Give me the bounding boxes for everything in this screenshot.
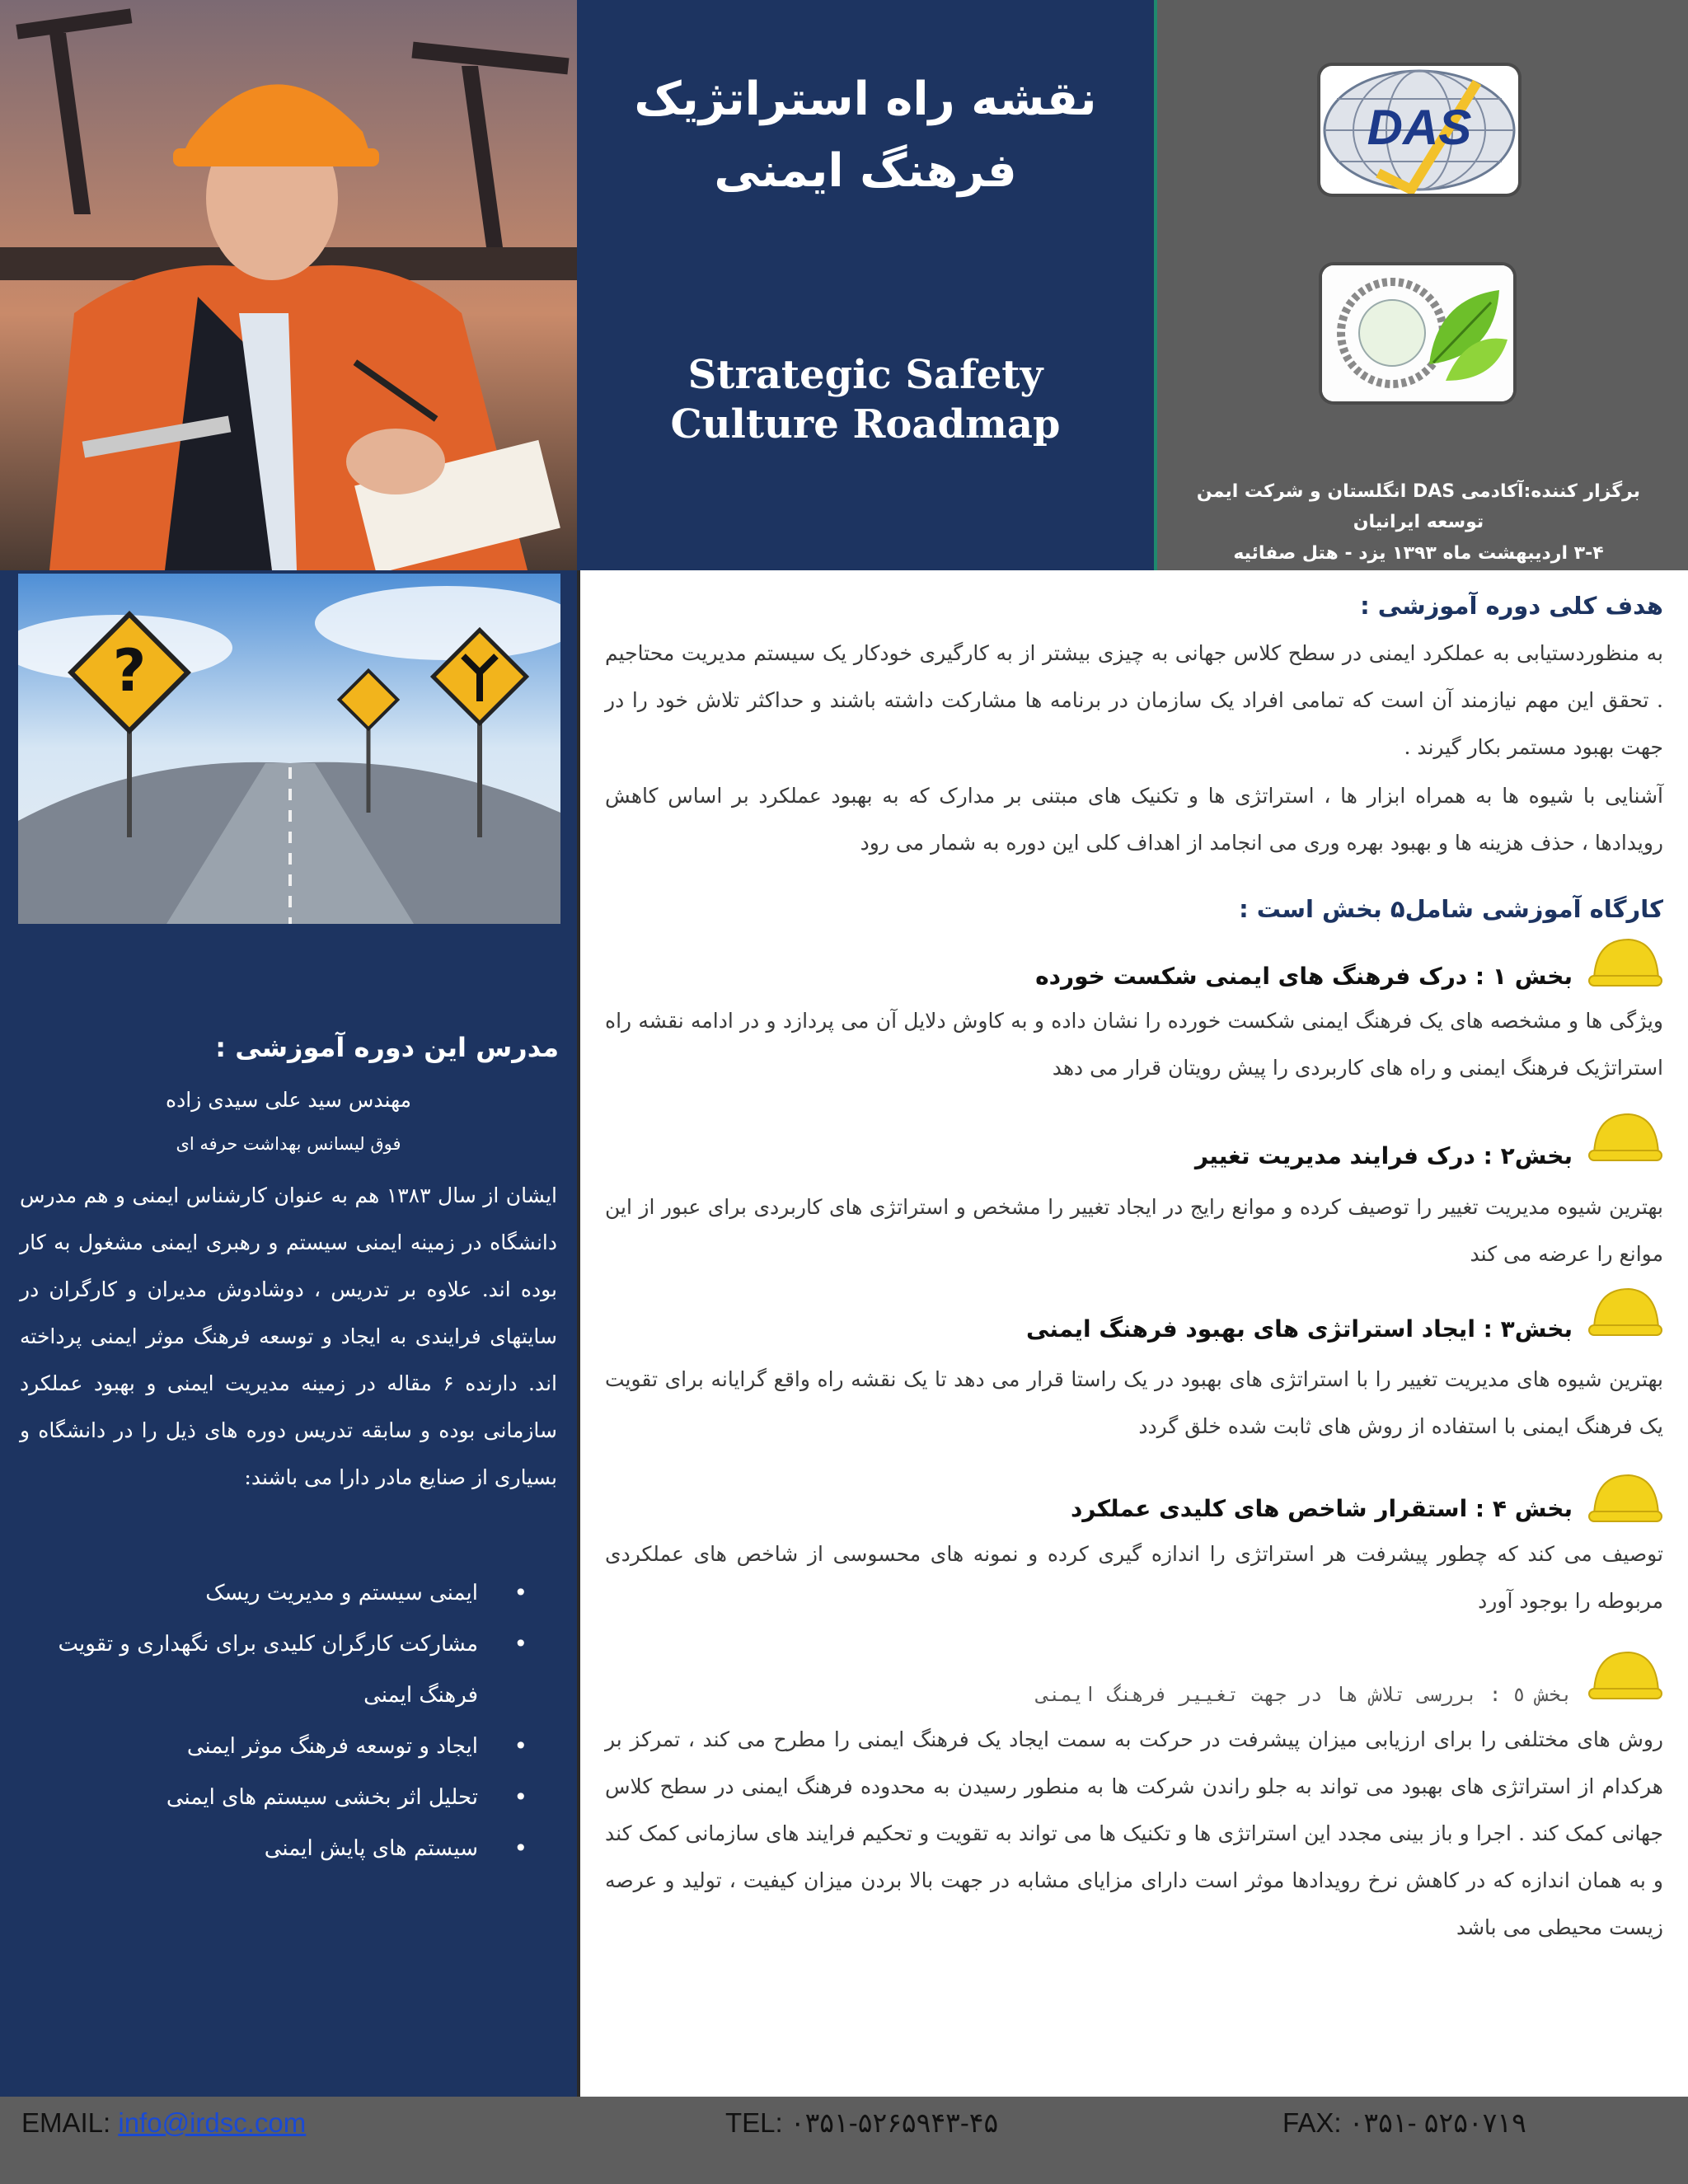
helmet-icon [1587, 1646, 1663, 1705]
instructor-bio: ایشان از سال ۱۳۸۳ هم به عنوان کارشناس ایمنی و هم مدرس دانشگاه در زمینه ایمنی سیستم و رهبری ایمنی مشغول به کار بوده اند. علاوه بر تدریس ، دوشادوش مدیران و کارگران در سایتهای فرایندی به ایجاد و توسعه فرهنگ موثر ایمنی پرداخته اند. دارنده ۶ مقاله در زمینه مدیریت ایمنی و بهبود عملکرد سازمانی بوده و سابقه تدریس دوره های ذیل را در دانشگاه و بسیاری از صنایع مادر دارا می باشند: [20, 1183, 557, 1489]
workshop-heading: کارگاه آموزشی شامل۵ بخش است : [1239, 895, 1663, 923]
course-title-en: Strategic Safety Culture Roadmap [670, 352, 1061, 448]
globe-icon [1320, 66, 1518, 194]
instructor-column [0, 570, 577, 2097]
section-5-body: روش های مختلفی را برای ارزیابی میزان پیشرفت در حرکت به سمت ایجاد یک فرهنگ ایمنی را مطرح می کند ، تمرکز بر هرکدام از استراتژی های بهبود می تواند به جلو راندن شرکت ها به منطور رسیدن به محدوده فرهنگ ایمنی در سطح کلاس جهانی کمک کند . اجرا و باز بینی مجدد این استراتژی ها و تکنیک ها می تواند به تقویت و تحکیم فرایند های سازمانی کمک کند و به همان اندازه که در کاهش نرخ رویدادها موثر است دارای مزایای مشابه در جهت بالا بردن میزان کیفیت ، تولید و عرصه زیست محیطی می باشد [605, 1727, 1663, 1939]
section-2-body: بهترین شیوه مدیریت تغییر را توصیف کرده و موانع رایج در ایجاد تغییر را مشخص و استراتژی های کاربردی برای عبور از این موانع را عرضه می کند [605, 1195, 1663, 1266]
email-link[interactable]: info@irdsc.com [118, 2107, 307, 2138]
worker-photo [0, 0, 577, 570]
health-safety-logo [1322, 265, 1513, 401]
logo-panel [1154, 0, 1688, 570]
leaf-icon [1322, 265, 1513, 401]
topics-list [49, 1568, 486, 1874]
section-4-title: بخش ۴ : استقرار شاخص های کلیدی عملکرد [1070, 1495, 1573, 1522]
section-5-title: بخش ٥ : بررسی تلاش ها در جهت تغییر فرهنگ ایمنی [1036, 1683, 1573, 1706]
tel-text: TEL: ۰۳۵۱-۵۲۶۵۹۴۳-۴۵ [725, 2107, 999, 2138]
goal-paragraph-2: آشنایی با شیوه ها به همراه ابزار ها ، استراتژی ها و تکنیک های مبتنی بر مدارک که به بهبود عملکرد بر اساس کاهش رویدادها ، حذف هزینه ها و بهبود بهره وری می انجامد از اهداف کلی این دوره به شمار می رود [605, 784, 1663, 855]
worker-illustration [0, 0, 577, 570]
goal-heading: هدف کلی دوره آموزشی : [1360, 592, 1663, 620]
road-illustration [18, 574, 560, 924]
topic-item: • ایجاد و توسعه فرهنگ موثر ایمنی [49, 1721, 486, 1772]
course-column [577, 570, 1688, 2097]
topic-item: • مشارکت کارگران کلیدی برای نگهداری و تقویت فرهنگ ایمنی [49, 1619, 486, 1721]
instructor-heading: مدرس این دوره آموزشی : [215, 1032, 559, 1063]
course-title-fa: نقشه راه استراتژیک فرهنگ ایمنی [634, 73, 1097, 198]
section-2-title: بخش۲ : درک فرایند مدیریت تغییر [1194, 1142, 1573, 1169]
organizer-info [1165, 476, 1672, 569]
helmet-icon [1587, 1469, 1663, 1528]
topic-item: • سیستم های پایش ایمنی [49, 1823, 486, 1874]
helmet-icon [1587, 1108, 1663, 1167]
instructor-name: مهندس سید علی سیدی زاده [166, 1088, 411, 1112]
email-label: EMAIL: [21, 2107, 119, 2138]
instructor-degree: فوق لیسانس بهداشت حرفه ای [176, 1134, 401, 1154]
svg-text:?: ? [112, 637, 147, 705]
road-signs-photo [18, 574, 560, 924]
section-4-body: توصیف می کند که چطور پیشرفت هر استراتژی را اندازه گیری کرده و نمونه های محسوسی از شاخص های عملکردی مربوطه را بوجود آورد [605, 1542, 1663, 1613]
email-block [21, 2098, 306, 2148]
section-3-body: بهترین شیوه های مدیریت تغییر را با استراتژی های بهبود در یک راستا قرار می دهد تا یک نقشه راه واقع گرایانه برای تقویت یک فرهنگ ایمنی با استفاده از روش های ثابت شده خلق گردد [605, 1367, 1663, 1438]
topic-item: • تحلیل اثر بخشی سیستم های ایمنی [49, 1772, 486, 1823]
das-logo-text: DAS [1367, 100, 1472, 155]
date-location-line: ۳-۴ اردیبهشت ماه ۱۳۹۳ یزد - هتل صفائیه [1233, 542, 1604, 564]
helmet-icon [1587, 933, 1663, 992]
title-panel [577, 0, 1154, 570]
organizer-line: برگزار کننده:آکادمی DAS انگلستان و شرکت ایمن توسعه ایرانیان [1196, 481, 1641, 533]
goal-paragraph-1: به منظوردستیابی به عملکرد ایمنی در سطح کلاس جهانی به چیزی بیشتر از به کارگیری خودکار یک سیستم مدیریت محتاجیم . تحقق این مهم نیازمند آن است که تمامی افراد یک سازمان در برنامه ها مشارکت داشته باشند و حداکثر تلاش خود را در جهت بهبود مستمر بکار گیرند . [605, 641, 1663, 759]
fax-text: FAX: ۰۳۵۱- ۵۲۵۰۷۱۹ [1282, 2107, 1526, 2138]
section-3-title: بخش۳ : ایجاد استراتژی های بهبود فرهنگ ایمنی [1025, 1315, 1573, 1343]
das-logo [1320, 66, 1518, 194]
section-1-body: ویژگی ها و مشخصه های یک فرهنگ ایمنی شکست خورده را نشان داده و به کاوش دلایل آن می پردازد و در ادامه نقشه راه استراتژیک فرهنگ ایمنی و راه های کاربردی را پیش رویتان قرار می دهد [605, 1009, 1663, 1080]
section-1-title: بخش ۱ : درک فرهنگ های ایمنی شکست خورده [1035, 963, 1573, 990]
contact-footer [0, 2097, 1688, 2184]
topic-item: • ایمنی سیستم و مدیریت ریسک [49, 1568, 486, 1619]
helmet-icon [1587, 1282, 1663, 1342]
